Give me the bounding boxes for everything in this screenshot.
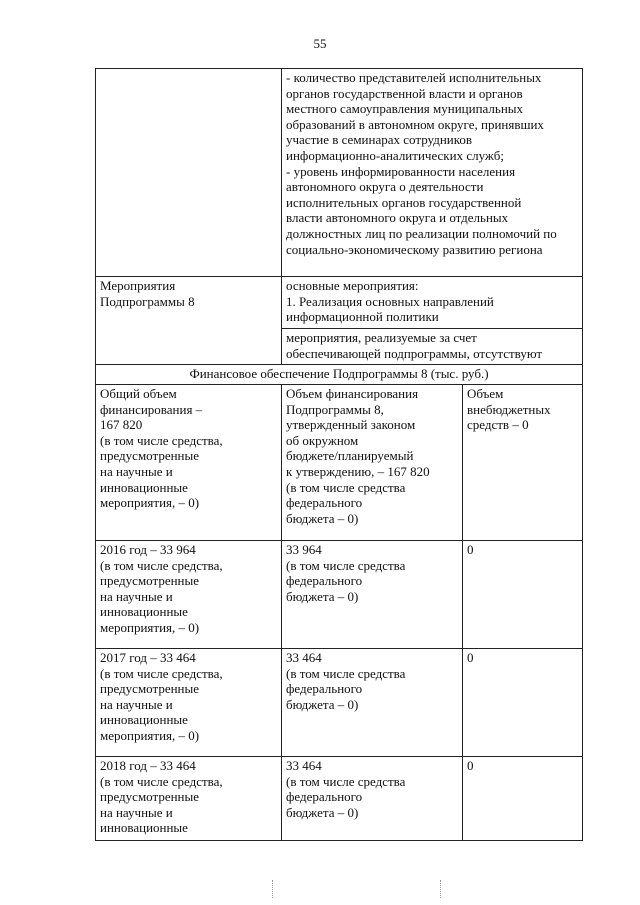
finance-extrabudget-value-cell: 0 (463, 757, 583, 841)
finance-row-2017 (96, 649, 583, 757)
scan-artifact-line (272, 880, 274, 898)
finance-row-2016 (96, 541, 583, 649)
finance-extrabudget-cell: Объем внебюджетных средств – 0 (463, 385, 583, 541)
finance-row-2018 (96, 757, 583, 841)
finance-budget-value-cell: 33 464 (в том числе средства федерального бюджета – 0) (282, 649, 463, 757)
events-main-cell: основные мероприятия: 1. Реализация основных направлений информационной политики (282, 277, 583, 329)
finance-year-cell: 2016 год – 33 964 (в том числе средства, предусмотренные на научные и инновационные мероприятия, – 0) (96, 541, 282, 649)
events-supporting-cell: мероприятия, реализуемые за счет обеспечивающей подпрограммы, отсутствуют (282, 329, 583, 365)
indicators-row (96, 69, 583, 277)
finance-total-cell: Общий объем финансирования – 167 820 (в том числе средства, предусмотренные на научные и инновационные мероприятия, – 0) (96, 385, 282, 541)
indicators-text-cell: - количество представителей исполнительных органов государственной власти и органов местного самоуправления муниципальных образований в автономном округе, принявших участие в семинарах сотрудников информационно-аналитических служб; - уровень информированности населения автономного округа о деятельности исполнительных органов государственной власти автономного округа и отдельных должностных лиц по реализации полномочий по социально-экономическому развитию региона (282, 69, 583, 277)
finance-header-row (96, 365, 583, 385)
finance-budget-value-cell: 33 964 (в том числе средства федерального бюджета – 0) (282, 541, 463, 649)
events-row-main (96, 277, 583, 329)
subprogram-passport-table (95, 68, 583, 841)
indicators-label-cell (96, 69, 282, 277)
finance-budget-cell: Объем финансирования Подпрограммы 8, утвержденный законом об окружном бюджете/планируемый к утверждению, – 167 820 (в том числе средства федерального бюджета – 0) (282, 385, 463, 541)
scan-artifact-line (440, 880, 442, 898)
events-label-cell: Мероприятия Подпрограммы 8 (96, 277, 282, 365)
finance-row-total (96, 385, 583, 541)
finance-year-cell: 2018 год – 33 464 (в том числе средства, предусмотренные на научные и инновационные (96, 757, 282, 841)
finance-budget-value-cell: 33 464 (в том числе средства федерального бюджета – 0) (282, 757, 463, 841)
finance-year-cell: 2017 год – 33 464 (в том числе средства, предусмотренные на научные и инновационные мероприятия, – 0) (96, 649, 282, 757)
finance-extrabudget-value-cell: 0 (463, 649, 583, 757)
page-number: 55 (313, 36, 327, 51)
finance-extrabudget-value-cell: 0 (463, 541, 583, 649)
finance-header-cell: Финансовое обеспечение Подпрограммы 8 (тыс. руб.) (96, 365, 583, 385)
